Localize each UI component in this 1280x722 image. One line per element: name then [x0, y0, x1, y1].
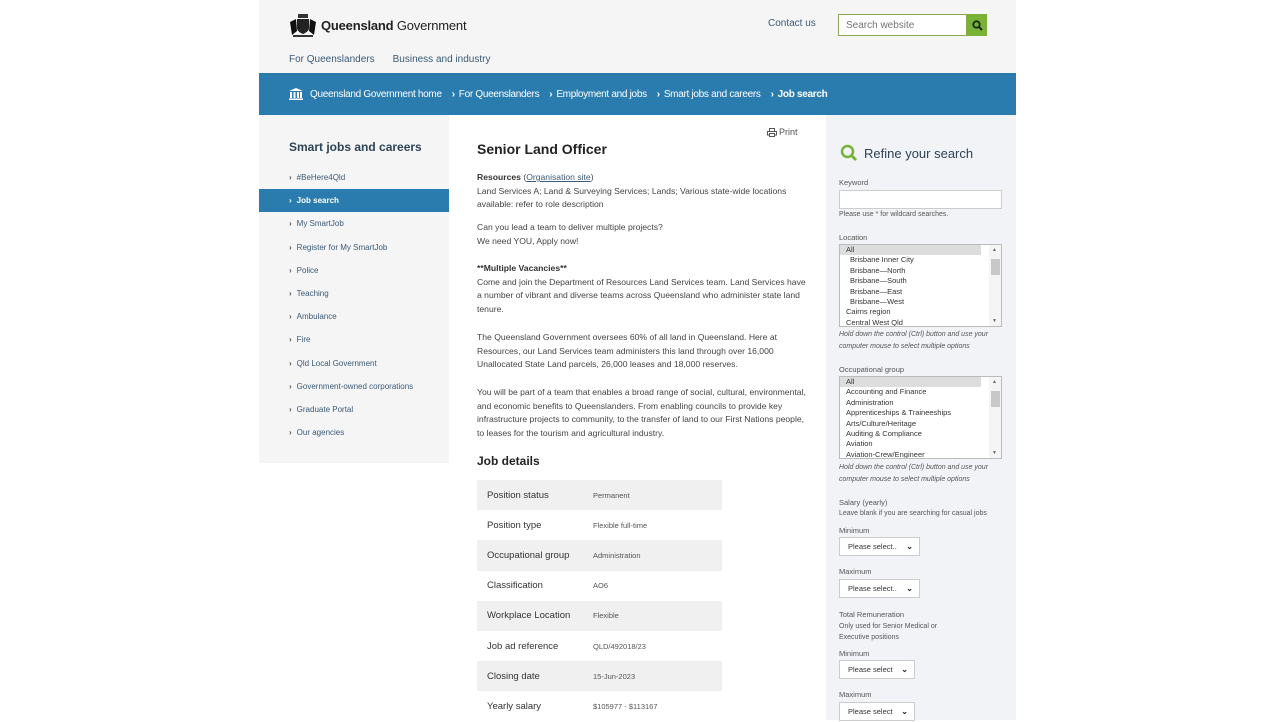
- breadcrumb-label: Queensland Government home: [310, 88, 442, 100]
- intro-line: We need YOU, Apply now!: [477, 235, 579, 246]
- detail-value: AO6: [593, 581, 609, 591]
- site-header: [259, 0, 1016, 73]
- sidebar-item-goc[interactable]: [259, 375, 449, 398]
- detail-label: Closing date: [487, 670, 540, 682]
- remuneration-hint: Only used for Senior Medical or Executive positions: [839, 623, 938, 641]
- intro-line: Can you lead a team to deliver multiple projects?: [477, 222, 663, 232]
- sidebar-item-police[interactable]: [259, 259, 449, 282]
- breadcrumb-label: Smart jobs and careers: [663, 88, 761, 100]
- job-intro: [477, 221, 807, 248]
- logo-text: Queensland Government: [321, 17, 467, 33]
- remuneration-max-label: Maximum: [839, 690, 872, 699]
- breadcrumb-for-queenslanders[interactable]: [452, 89, 540, 100]
- chevron-right-icon: ›: [289, 242, 292, 252]
- printer-icon: [767, 128, 777, 137]
- detail-row: [477, 480, 722, 510]
- detail-label: Workplace Location: [487, 610, 571, 622]
- detail-label: Yearly salary: [487, 700, 542, 712]
- sidebar-item-label: Ambulance: [296, 312, 337, 322]
- sidebar-item-label: Police: [296, 265, 319, 275]
- top-nav-for-queenslanders[interactable]: For Queenslanders: [289, 54, 375, 65]
- salary-max-select[interactable]: [839, 579, 920, 598]
- location-option[interactable]: Brisbane Inner City: [850, 255, 914, 265]
- sidebar-item-label: Register for My SmartJob: [296, 242, 388, 252]
- occupational-option[interactable]: Apprenticeships & Traineeships: [846, 408, 952, 418]
- scroll-up-icon[interactable]: ▲: [992, 379, 997, 385]
- chevron-down-icon: ⌄: [901, 707, 908, 716]
- occupational-option[interactable]: Aviation: [846, 439, 873, 449]
- sidebar-item-my-smartjob[interactable]: [259, 212, 449, 235]
- select-value: Please select: [848, 665, 893, 674]
- vacancies-heading: **Multiple Vacancies**: [477, 263, 567, 273]
- occupational-option[interactable]: Aviation-Crew/Engineer: [846, 449, 925, 459]
- occupational-scrollbar[interactable]: [989, 377, 1001, 458]
- job-unit: Land Services A; Land & Surveying Services; Lands; Various state-wide locations available: refer to role description: [477, 185, 787, 209]
- top-nav: [289, 54, 490, 65]
- job-title: Senior Land Officer: [477, 141, 607, 157]
- occupational-option[interactable]: Arts/Culture/Heritage: [846, 418, 917, 428]
- keyword-label: Keyword: [839, 178, 869, 187]
- refine-search-panel: [826, 115, 1016, 720]
- scroll-down-icon[interactable]: ▼: [992, 318, 997, 324]
- print-button[interactable]: [767, 127, 798, 137]
- remuneration-min-label: Minimum: [839, 649, 870, 658]
- refine-title: [840, 144, 973, 162]
- chevron-right-icon: ›: [289, 404, 292, 414]
- chevron-right-icon: ›: [289, 265, 292, 275]
- sidebar-item-label: Job search: [296, 196, 339, 206]
- sidebar-item-label: Qld Local Government: [296, 358, 377, 368]
- detail-row: [477, 691, 722, 721]
- chevron-right-icon: ›: [289, 219, 292, 229]
- coat-of-arms-icon: [289, 12, 317, 38]
- detail-value: Permanent: [593, 490, 630, 500]
- site-search-button[interactable]: [967, 14, 987, 36]
- detail-value: Flexible full-time: [593, 520, 648, 530]
- breadcrumb-job-search[interactable]: [771, 89, 828, 100]
- detail-label: Position type: [487, 519, 542, 531]
- location-option[interactable]: Brisbane—West: [850, 296, 905, 306]
- detail-row: [477, 510, 722, 540]
- chevron-down-icon: ⌄: [906, 584, 913, 593]
- chevron-right-icon: ›: [289, 428, 292, 438]
- chevron-down-icon: ⌄: [906, 542, 913, 551]
- breadcrumb-home[interactable]: [289, 88, 442, 100]
- job-paragraph-2: The Queensland Government oversees 60% of all land in Queensland. Here at Resources, our Land Services team administers this land through over 16,000 Unallocated State Land parcels, 26,000 leases and 18,000 reserves.: [477, 332, 778, 369]
- scroll-thumb[interactable]: [991, 391, 1000, 407]
- remuneration-min-select[interactable]: [839, 660, 915, 679]
- chevron-right-icon: ›: [549, 88, 553, 100]
- job-paragraph-3: You will be part of a team that enables a broad range of social, cultural, environmental, and economic benefits to Queenslanders. From enabling councils to provide key infrastructure projects to community, to the transfer of land to our First Nations people, to leases for the tourism and agricultural industry.: [477, 387, 806, 438]
- breadcrumb: [259, 73, 1016, 115]
- sidebar-item-fire[interactable]: [259, 328, 449, 351]
- job-paragraph: Come and join the Department of Resources Land Services team. Land Services have a number of vibrant and diverse teams across Queensland who administer state land tenure.: [477, 276, 806, 314]
- occupational-option[interactable]: All: [840, 377, 981, 387]
- remuneration-max-select[interactable]: [839, 702, 915, 721]
- breadcrumb-label: Employment and jobs: [556, 88, 647, 100]
- sidebar-item-label: #BeHere4Qld: [296, 173, 346, 183]
- print-label: Print: [779, 127, 798, 137]
- chevron-down-icon: ⌄: [901, 665, 908, 674]
- salary-min-select[interactable]: [839, 537, 920, 556]
- location-label: Location: [839, 233, 868, 242]
- contact-us-link[interactable]: Contact us: [768, 18, 816, 29]
- detail-value: $105977 - $113167: [593, 701, 658, 711]
- sidebar-item-label: Teaching: [296, 289, 329, 299]
- salary-hint: Leave blank if you are searching for casual jobs: [839, 510, 987, 517]
- sidebar-nav: [259, 166, 449, 444]
- government-building-icon: [289, 88, 303, 100]
- location-option[interactable]: Central West Qld: [846, 317, 903, 327]
- location-multi-hint: Hold down the control (Ctrl) button and use your computer mouse to select multiple options: [839, 331, 989, 350]
- refine-title-label: Refine your search: [864, 145, 974, 161]
- detail-label: Position status: [487, 489, 549, 501]
- detail-row: [477, 661, 722, 691]
- sidebar: [259, 115, 449, 463]
- location-option[interactable]: All: [840, 245, 981, 255]
- sidebar-item-label: Fire: [296, 335, 311, 345]
- detail-row: [477, 571, 722, 601]
- sidebar-item-register[interactable]: [259, 236, 449, 259]
- detail-value: Administration: [593, 550, 641, 560]
- chevron-right-icon: ›: [289, 312, 292, 322]
- chevron-right-icon: ›: [656, 88, 660, 100]
- occupational-option[interactable]: Accounting and Finance: [846, 387, 927, 397]
- sidebar-item-graduate-portal[interactable]: [259, 398, 449, 421]
- breadcrumb-label: For Queenslanders: [458, 88, 540, 100]
- sidebar-item-behere4qld[interactable]: [259, 166, 449, 189]
- breadcrumb-smart-jobs[interactable]: [657, 89, 761, 100]
- chevron-right-icon: ›: [289, 196, 292, 206]
- detail-label: Classification: [487, 580, 543, 592]
- occupational-option[interactable]: Administration: [846, 397, 894, 407]
- chevron-right-icon: ›: [289, 358, 292, 368]
- chevron-right-icon: ›: [289, 289, 292, 299]
- location-listbox[interactable]: [839, 244, 1002, 327]
- detail-value: 15-Jun-2023: [593, 671, 636, 681]
- site-search-input[interactable]: [838, 14, 967, 36]
- job-vacancies: [477, 262, 807, 316]
- detail-label: Occupational group: [487, 549, 570, 561]
- detail-row: [477, 601, 722, 631]
- search-icon: [840, 144, 858, 162]
- job-details-table: [477, 480, 722, 722]
- sidebar-item-our-agencies[interactable]: [259, 421, 449, 444]
- breadcrumb-employment-jobs[interactable]: [549, 89, 647, 100]
- sidebar-item-teaching[interactable]: [259, 282, 449, 305]
- scroll-thumb[interactable]: [991, 259, 1000, 275]
- keyword-hint: Please use * for wildcard searches.: [839, 211, 949, 218]
- job-department-block: Resources (Organisation site) Land Services A; Land & Surveying Services; Lands; Various state-wide locations available: refer to role description: [477, 172, 787, 209]
- location-option[interactable]: Cairns region: [846, 307, 891, 317]
- chevron-right-icon: ›: [289, 173, 292, 183]
- salary-max-label: Maximum: [839, 567, 872, 576]
- salary-label: Salary (yearly): [839, 498, 888, 507]
- location-scrollbar[interactable]: [989, 245, 1001, 326]
- occupational-group-label: Occupational group: [839, 365, 905, 374]
- chevron-right-icon: ›: [289, 381, 292, 391]
- select-value: Please select..: [848, 542, 897, 551]
- remuneration-label: Total Remuneration: [839, 610, 905, 619]
- breadcrumb-label: Job search: [777, 88, 828, 100]
- detail-row: [477, 540, 722, 570]
- sidebar-item-qld-local-government[interactable]: [259, 352, 449, 375]
- job-details-heading: Job details: [477, 454, 540, 468]
- scroll-down-icon[interactable]: ▼: [992, 450, 997, 456]
- scroll-up-icon[interactable]: ▲: [992, 247, 997, 253]
- qld-gov-logo[interactable]: [289, 12, 466, 38]
- detail-value: QLD/492018/23: [593, 641, 646, 651]
- sidebar-item-ambulance[interactable]: [259, 305, 449, 328]
- detail-value: Flexible: [593, 611, 619, 621]
- department-name: Resources: [477, 172, 521, 182]
- sidebar-item-label: Government-owned corporations: [296, 381, 414, 391]
- sidebar-item-label: Our agencies: [296, 428, 345, 438]
- sidebar-item-job-search[interactable]: [259, 189, 449, 212]
- top-nav-business-industry[interactable]: Business and industry: [392, 54, 491, 65]
- keyword-input[interactable]: [839, 190, 1002, 209]
- sidebar-title: Smart jobs and careers: [289, 140, 422, 154]
- sidebar-item-label: My SmartJob: [296, 219, 344, 229]
- location-option[interactable]: Brisbane—North: [850, 265, 906, 275]
- search-icon: [972, 20, 983, 31]
- chevron-right-icon: ›: [289, 335, 292, 345]
- occupational-multi-hint: Hold down the control (Ctrl) button and use your computer mouse to select multiple options: [839, 464, 989, 483]
- detail-row: [477, 631, 722, 661]
- chevron-right-icon: ›: [451, 88, 455, 100]
- page: [259, 0, 1016, 720]
- select-value: Please select..: [848, 584, 897, 593]
- location-option[interactable]: Brisbane—South: [850, 276, 907, 286]
- select-value: Please select: [848, 707, 893, 716]
- occupational-group-listbox[interactable]: [839, 376, 1002, 459]
- salary-min-label: Minimum: [839, 526, 870, 535]
- sidebar-item-label: Graduate Portal: [296, 404, 354, 414]
- location-option[interactable]: Brisbane—East: [850, 286, 903, 296]
- occupational-option[interactable]: Auditing & Compliance: [846, 428, 922, 438]
- detail-label: Job ad reference: [487, 640, 559, 652]
- chevron-right-icon: ›: [770, 88, 774, 100]
- organisation-site-link[interactable]: Organisation site: [526, 172, 591, 182]
